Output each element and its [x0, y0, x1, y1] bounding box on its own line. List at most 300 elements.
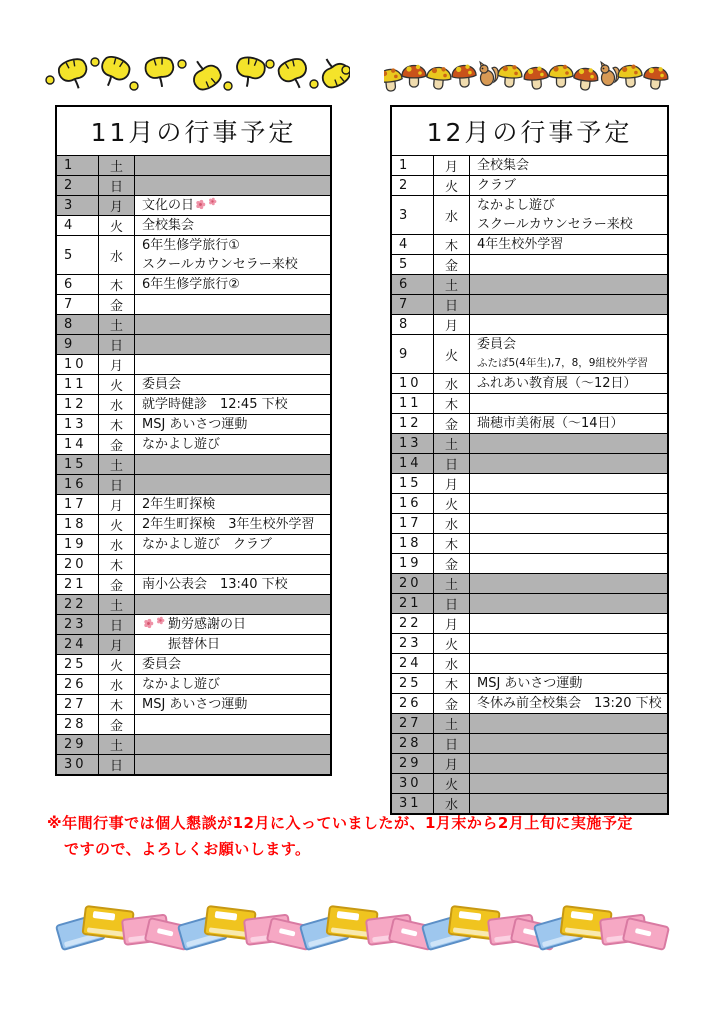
- mushroom-squirrel-border: [384, 50, 670, 100]
- day-of-week: 日: [99, 335, 135, 354]
- day-number: 30: [57, 755, 99, 774]
- event-text: 振替休日: [142, 637, 221, 652]
- day-of-week: 木: [434, 235, 470, 254]
- event-cell: [470, 734, 667, 753]
- day-number: 8: [392, 315, 434, 334]
- day-of-week: 水: [434, 374, 470, 393]
- calendar-row-12: [57, 395, 330, 415]
- calendar-row-30: [392, 774, 667, 794]
- day-of-week: 水: [434, 794, 470, 813]
- event-text: 冬休み前全校集会 13:20 下校: [477, 696, 662, 711]
- event-cell: [470, 434, 667, 453]
- calendar-row-17: [392, 514, 667, 534]
- day-of-week: 日: [99, 475, 135, 494]
- calendar-row-24: [392, 654, 667, 674]
- day-of-week: 木: [99, 555, 135, 574]
- day-number: 3: [57, 196, 99, 215]
- day-number: 28: [57, 715, 99, 734]
- calendar-row-8: [57, 315, 330, 335]
- event-cell: [135, 495, 330, 514]
- event-cell: [135, 675, 330, 694]
- event-cell: [470, 654, 667, 673]
- day-number: 19: [57, 535, 99, 554]
- day-of-week: 月: [434, 614, 470, 633]
- calendar-row-15: [57, 455, 330, 475]
- calendar-row-29: [392, 754, 667, 774]
- day-number: 22: [57, 595, 99, 614]
- day-number: 1: [57, 156, 99, 175]
- day-of-week: 月: [99, 495, 135, 514]
- event-text: [135, 335, 330, 354]
- event-text: 2年生町探検 3年生校外学習: [142, 517, 315, 532]
- calendar-row-22: [57, 595, 330, 615]
- event-text: [470, 454, 667, 473]
- day-of-week: 金: [434, 414, 470, 433]
- event-cell: [470, 255, 667, 274]
- event-cell: [470, 176, 667, 195]
- event-text: 瑞穂市美術展（～14日）: [477, 416, 624, 431]
- event-text: 全校集会: [477, 158, 530, 173]
- event-text: ふたば5(4年生),7，8，9組校外学習: [477, 357, 648, 369]
- event-text: 6年生修学旅行②: [142, 277, 240, 292]
- event-cell: [135, 595, 330, 614]
- calendar-row-13: [392, 434, 667, 454]
- event-cell: [470, 634, 667, 653]
- day-number: 29: [392, 754, 434, 773]
- day-number: 7: [392, 295, 434, 314]
- day-number: 28: [392, 734, 434, 753]
- event-text: 文化の日: [135, 196, 330, 215]
- event-text: [135, 315, 330, 334]
- event-cell: [470, 454, 667, 473]
- day-of-week: 土: [434, 275, 470, 294]
- calendar-row-4: [392, 235, 667, 255]
- event-text: [135, 455, 330, 474]
- day-number: 10: [57, 355, 99, 374]
- pink-flower-icon: [208, 197, 217, 206]
- day-of-week: 土: [99, 315, 135, 334]
- day-number: 6: [57, 275, 99, 294]
- calendar-row-1: [57, 156, 330, 176]
- day-of-week: 土: [99, 156, 135, 175]
- event-text: なかよし遊び クラブ: [142, 537, 273, 552]
- day-of-week: 木: [434, 394, 470, 413]
- calendar-row-20: [57, 555, 330, 575]
- calendar-row-2: [57, 176, 330, 196]
- day-number: 4: [57, 216, 99, 235]
- day-of-week: 火: [99, 375, 135, 394]
- day-of-week: 火: [99, 655, 135, 674]
- day-of-week: 木: [99, 415, 135, 434]
- footnote: [47, 810, 707, 863]
- event-cell: [470, 414, 667, 433]
- event-text: 委員会: [477, 337, 517, 352]
- calendar-row-25: [392, 674, 667, 694]
- calendar-row-2: [392, 176, 667, 196]
- calendar-row-18: [392, 534, 667, 554]
- day-number: 22: [392, 614, 434, 633]
- day-of-week: 金: [434, 255, 470, 274]
- event-cell: [470, 514, 667, 533]
- event-cell: [135, 415, 330, 434]
- event-text: [470, 534, 667, 553]
- ginkgo-leaf-border: [42, 50, 350, 100]
- day-of-week: 金: [99, 575, 135, 594]
- day-number: 2: [57, 176, 99, 195]
- event-text: [470, 754, 667, 773]
- calendar-row-7: [57, 295, 330, 315]
- calendar-row-19: [57, 535, 330, 555]
- event-text: 委員会: [142, 377, 182, 392]
- day-number: 6: [392, 275, 434, 294]
- day-number: 15: [57, 455, 99, 474]
- day-number: 21: [57, 575, 99, 594]
- calendar-row-3: [57, 196, 330, 216]
- event-text: [135, 156, 330, 175]
- day-number: 23: [57, 615, 99, 634]
- calendar-row-14: [57, 435, 330, 455]
- event-cell: [470, 554, 667, 573]
- day-number: 31: [392, 794, 434, 813]
- event-cell: [470, 614, 667, 633]
- day-of-week: 金: [99, 295, 135, 314]
- event-text: [470, 315, 667, 334]
- calendar-row-15: [392, 474, 667, 494]
- day-number: 23: [392, 634, 434, 653]
- event-text: 南小公表会 13:40 下校: [142, 577, 288, 592]
- pink-flower-icon: [143, 618, 154, 629]
- calendar-row-24: [57, 635, 330, 655]
- calendar-row-4: [57, 216, 330, 236]
- day-number: 7: [57, 295, 99, 314]
- event-text: [470, 275, 667, 294]
- calendar-row-8: [392, 315, 667, 335]
- day-number: 13: [392, 434, 434, 453]
- day-number: 17: [57, 495, 99, 514]
- calendar-row-27: [392, 714, 667, 734]
- day-number: 12: [57, 395, 99, 414]
- day-of-week: 火: [434, 176, 470, 195]
- calendar-row-5: [57, 236, 330, 275]
- day-of-week: 土: [99, 735, 135, 754]
- event-cell: [135, 176, 330, 195]
- calendar-row-12: [392, 414, 667, 434]
- event-cell: [135, 275, 330, 294]
- event-cell: [470, 714, 667, 733]
- calendar-row-22: [392, 614, 667, 634]
- event-text: [135, 176, 330, 195]
- day-of-week: 日: [434, 295, 470, 314]
- calendar-row-26: [57, 675, 330, 695]
- event-text: [470, 774, 667, 793]
- event-text: [470, 634, 667, 653]
- calendar-row-16: [392, 494, 667, 514]
- event-text: 勤労感謝の日: [135, 615, 330, 634]
- pink-flower-icon: [156, 616, 165, 625]
- event-cell: [470, 235, 667, 254]
- event-text: 全校集会: [142, 218, 195, 233]
- event-cell: [135, 435, 330, 454]
- event-text: [470, 494, 667, 513]
- event-text: MSJ あいさつ運動: [142, 697, 248, 712]
- calendar-row-6: [57, 275, 330, 295]
- event-cell: [470, 774, 667, 793]
- calendar-row-28: [57, 715, 330, 735]
- day-number: 14: [57, 435, 99, 454]
- calendar-row-7: [392, 295, 667, 315]
- event-cell: [135, 355, 330, 374]
- event-text: [135, 735, 330, 754]
- calendar-row-21: [392, 594, 667, 614]
- event-text: [135, 755, 330, 774]
- event-cell: [135, 216, 330, 235]
- day-of-week: 金: [99, 715, 135, 734]
- day-of-week: 水: [434, 654, 470, 673]
- calendar-row-1: [392, 156, 667, 176]
- event-text: [135, 295, 330, 314]
- day-of-week: 月: [434, 474, 470, 493]
- event-text: 4年生校外学習: [477, 237, 564, 252]
- event-cell: [470, 674, 667, 693]
- day-of-week: 土: [99, 595, 135, 614]
- event-cell: [470, 335, 667, 373]
- day-number: 24: [392, 654, 434, 673]
- december-rows: [392, 156, 667, 813]
- event-cell: [470, 295, 667, 314]
- event-cell: [135, 196, 330, 215]
- event-cell: [135, 515, 330, 534]
- day-of-week: 日: [99, 615, 135, 634]
- day-number: 8: [57, 315, 99, 334]
- event-text: [470, 474, 667, 493]
- event-text: [470, 514, 667, 533]
- event-text: [470, 255, 667, 274]
- event-cell: [135, 475, 330, 494]
- day-of-week: 金: [434, 554, 470, 573]
- event-cell: [470, 394, 667, 413]
- day-number: 16: [392, 494, 434, 513]
- day-of-week: 土: [434, 714, 470, 733]
- event-text: [135, 475, 330, 494]
- day-of-week: 火: [99, 515, 135, 534]
- day-number: 14: [392, 454, 434, 473]
- day-number: 29: [57, 735, 99, 754]
- day-of-week: 月: [434, 315, 470, 334]
- event-cell: [135, 715, 330, 734]
- day-number: 18: [57, 515, 99, 534]
- footnote-line1: ※年間行事では個人懇談が12月に入っていましたが、1月末から2月上旬に実施予定: [47, 814, 633, 832]
- calendar-row-14: [392, 454, 667, 474]
- day-of-week: 土: [434, 574, 470, 593]
- day-of-week: 月: [434, 156, 470, 175]
- day-number: 12: [392, 414, 434, 433]
- day-of-week: 木: [99, 695, 135, 714]
- event-text: 就学時健診 12:45 下校: [142, 397, 288, 412]
- day-number: 24: [57, 635, 99, 654]
- event-text: スクールカウンセラー来校: [477, 217, 633, 232]
- event-cell: [470, 374, 667, 393]
- day-number: 17: [392, 514, 434, 533]
- event-cell: [470, 315, 667, 334]
- day-number: 20: [57, 555, 99, 574]
- event-cell: [470, 196, 667, 234]
- event-text: ふれあい教育展（～12日）: [477, 376, 637, 391]
- event-cell: [470, 534, 667, 553]
- day-number: 9: [392, 335, 434, 373]
- day-of-week: 日: [434, 594, 470, 613]
- event-cell: [135, 375, 330, 394]
- day-number: 18: [392, 534, 434, 553]
- event-text: 6年生修学旅行①: [142, 238, 240, 253]
- day-number: 25: [392, 674, 434, 693]
- day-of-week: 土: [99, 455, 135, 474]
- day-number: 1: [392, 156, 434, 175]
- day-of-week: 日: [99, 755, 135, 774]
- december-title: 12月の行事予定: [392, 107, 667, 156]
- day-of-week: 火: [434, 634, 470, 653]
- december-calendar: [390, 105, 669, 815]
- day-number: 30: [392, 774, 434, 793]
- day-of-week: 月: [99, 355, 135, 374]
- event-cell: [470, 156, 667, 175]
- event-cell: [135, 395, 330, 414]
- day-of-week: 水: [99, 675, 135, 694]
- day-number: 27: [392, 714, 434, 733]
- day-number: 27: [57, 695, 99, 714]
- event-cell: [135, 615, 330, 634]
- day-number: 4: [392, 235, 434, 254]
- event-cell: [135, 156, 330, 175]
- event-cell: [470, 594, 667, 613]
- event-cell: [135, 575, 330, 594]
- day-number: 16: [57, 475, 99, 494]
- event-text: [470, 714, 667, 733]
- event-cell: [135, 455, 330, 474]
- day-of-week: 木: [434, 534, 470, 553]
- calendar-row-11: [57, 375, 330, 395]
- event-text: [470, 394, 667, 413]
- calendar-row-26: [392, 694, 667, 714]
- event-text: 委員会: [142, 657, 182, 672]
- event-text: なかよし遊び: [477, 198, 556, 213]
- event-cell: [135, 635, 330, 654]
- calendar-row-9: [57, 335, 330, 355]
- calendar-row-23: [57, 615, 330, 635]
- day-number: 2: [392, 176, 434, 195]
- footnote-line2: ですので、よろしくお願いします。: [64, 840, 311, 859]
- day-of-week: 水: [434, 514, 470, 533]
- day-number: 19: [392, 554, 434, 573]
- day-of-week: 水: [99, 236, 135, 274]
- calendar-row-20: [392, 574, 667, 594]
- november-rows: [57, 156, 330, 774]
- event-text: [470, 574, 667, 593]
- event-cell: [470, 694, 667, 713]
- day-number: 3: [392, 196, 434, 234]
- day-number: 5: [392, 255, 434, 274]
- event-cell: [135, 695, 330, 714]
- day-of-week: 土: [434, 434, 470, 453]
- event-text: MSJ あいさつ運動: [142, 417, 248, 432]
- calendar-row-30: [57, 755, 330, 774]
- event-cell: [135, 535, 330, 554]
- event-text: [135, 355, 330, 374]
- day-of-week: 木: [434, 674, 470, 693]
- day-of-week: 金: [99, 435, 135, 454]
- event-text: [135, 595, 330, 614]
- calendar-row-9: [392, 335, 667, 374]
- event-cell: [470, 474, 667, 493]
- event-text: [135, 555, 330, 574]
- event-text: 2年生町探検: [142, 497, 216, 512]
- calendar-row-28: [392, 734, 667, 754]
- calendar-row-11: [392, 394, 667, 414]
- event-text: [470, 614, 667, 633]
- calendar-row-6: [392, 275, 667, 295]
- pink-flower-icon: [195, 199, 206, 210]
- event-text: [470, 434, 667, 453]
- event-text: クラブ: [477, 178, 517, 193]
- event-text: [135, 715, 330, 734]
- calendar-row-10: [57, 355, 330, 375]
- day-of-week: 木: [99, 275, 135, 294]
- event-cell: [135, 295, 330, 314]
- day-of-week: 水: [99, 395, 135, 414]
- calendar-row-23: [392, 634, 667, 654]
- day-number: 21: [392, 594, 434, 613]
- calendar-row-19: [392, 554, 667, 574]
- event-text: [470, 295, 667, 314]
- event-text: なかよし遊び: [142, 677, 221, 692]
- calendar-row-27: [57, 695, 330, 715]
- calendar-row-29: [57, 735, 330, 755]
- day-number: 25: [57, 655, 99, 674]
- event-cell: [135, 735, 330, 754]
- event-cell: [470, 574, 667, 593]
- day-number: 13: [57, 415, 99, 434]
- day-of-week: 火: [434, 774, 470, 793]
- event-cell: [135, 655, 330, 674]
- day-number: 15: [392, 474, 434, 493]
- calendar-row-25: [57, 655, 330, 675]
- day-number: 9: [57, 335, 99, 354]
- book-border: [52, 900, 672, 980]
- calendar-row-16: [57, 475, 330, 495]
- day-number: 11: [57, 375, 99, 394]
- calendar-row-5: [392, 255, 667, 275]
- event-text: [470, 734, 667, 753]
- day-of-week: 火: [434, 335, 470, 373]
- day-number: 26: [57, 675, 99, 694]
- calendar-row-13: [57, 415, 330, 435]
- event-cell: [135, 755, 330, 774]
- event-cell: [470, 754, 667, 773]
- day-number: 11: [392, 394, 434, 413]
- day-of-week: 日: [434, 734, 470, 753]
- calendar-row-18: [57, 515, 330, 535]
- day-of-week: 火: [99, 216, 135, 235]
- day-number: 26: [392, 694, 434, 713]
- event-text: [470, 554, 667, 573]
- day-number: 5: [57, 236, 99, 274]
- day-of-week: 月: [434, 754, 470, 773]
- event-cell: [135, 555, 330, 574]
- day-of-week: 月: [99, 196, 135, 215]
- day-of-week: 日: [99, 176, 135, 195]
- day-of-week: 月: [99, 635, 135, 654]
- calendar-row-3: [392, 196, 667, 235]
- event-cell: [470, 494, 667, 513]
